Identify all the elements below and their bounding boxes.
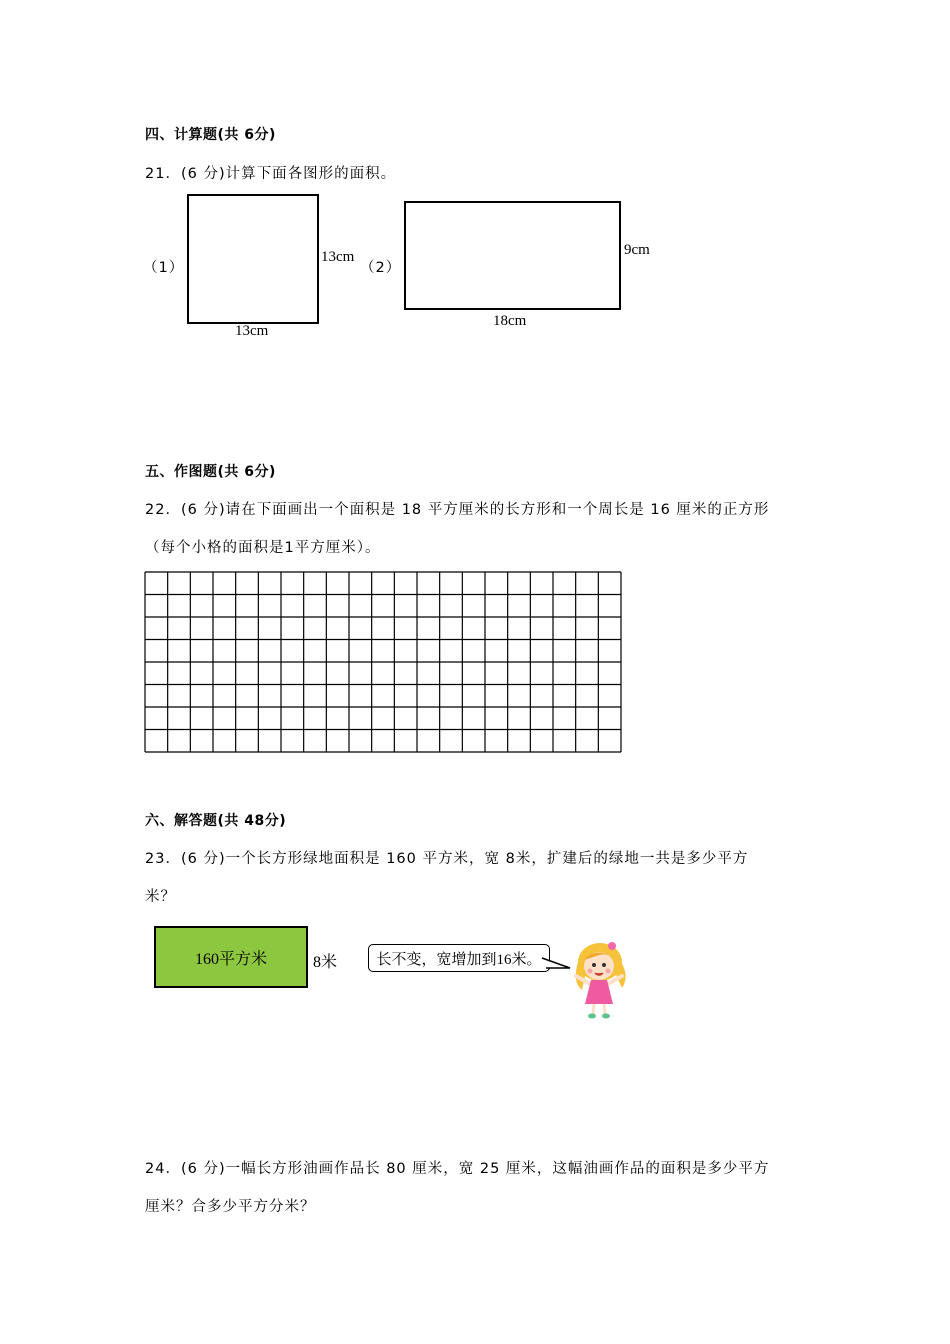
speech-bubble <box>368 944 550 972</box>
grid-lines <box>144 571 622 753</box>
question-22-line-1: 22．(6 分)请在下面画出一个面积是 18 平方厘米的长方形和一个周长是 16 厘米的正方形 <box>145 502 770 518</box>
square-grid <box>144 571 622 757</box>
figure-1-label: （1） <box>143 260 185 276</box>
girl-illustration-icon <box>566 938 630 1022</box>
figure-2-label: （2） <box>360 260 402 276</box>
question-23-line-1: 23．(6 分)一个长方形绿地面积是 160 平方米，宽 8米，扩建后的绿地一共是多少平方 <box>145 851 749 867</box>
section-4-heading: 四、计算题(共 6分) <box>145 127 276 143</box>
question-22-line-2: （每个小格的面积是1平方厘米）。 <box>145 540 381 556</box>
question-24-line-1: 24．(6 分)一幅长方形油画作品长 80 厘米，宽 25 厘米，这幅油画作品的面积是多少平方 <box>145 1161 770 1177</box>
lawn-area-label: 160平方米 <box>194 950 267 968</box>
section-6-heading: 六、解答题(共 48分) <box>145 813 287 829</box>
figure-2-right-length: 9cm <box>624 242 650 258</box>
question-21-text: 21．(6 分)计算下面各图形的面积。 <box>145 166 397 182</box>
question-23-line-2: 米？ <box>145 889 176 905</box>
rectangle-figure-2 <box>404 201 621 310</box>
section-5-heading: 五、作图题(共 6分) <box>145 464 276 480</box>
square-figure-1 <box>187 194 319 324</box>
lawn-width-label: 8米 <box>313 954 338 971</box>
figure-1-right-length: 13cm <box>321 249 355 265</box>
question-24-line-2: 厘米？合多少平方分米？ <box>145 1199 316 1215</box>
figure-2-bottom-length: 18cm <box>493 313 527 329</box>
speech-text: 长不变，宽增加到16米。 <box>376 951 542 968</box>
figure-1-bottom-length: 13cm <box>235 323 269 339</box>
lawn-rectangle <box>154 926 308 988</box>
